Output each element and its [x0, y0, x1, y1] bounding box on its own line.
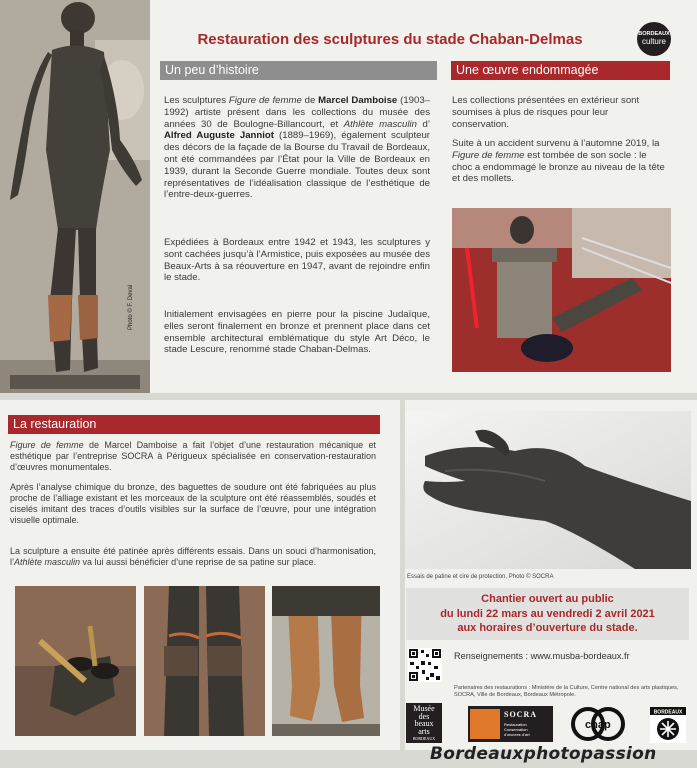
chantier-line-1: Chantier ouvert au public: [481, 593, 614, 605]
page-title: Restauration des sculptures du stade Chaban-Delmas: [197, 31, 583, 48]
restauration-photo-3-image: [272, 586, 380, 736]
chantier-line-3: aux horaires d’ouverture du stade.: [457, 622, 638, 634]
socra-mark: [470, 709, 500, 739]
statue-photo: [0, 0, 150, 393]
musee-logo-line-1: Musée: [413, 704, 435, 713]
chantier-box: [406, 588, 689, 640]
histoire-p1-run: Athlète masculin: [343, 118, 417, 130]
bordeaux-city-logo-text: BORDEAUX: [653, 709, 683, 716]
oeuvre-paragraph-1: Les collections présentées en extérieur sont soumises à plus de risques pour leur conservation.: [452, 95, 640, 130]
renseignements-link[interactable]: Renseignements : www.musba-bordeaux.fr: [454, 651, 630, 661]
logo-line2: culture: [641, 37, 666, 46]
restauration-photo-1-image: [15, 586, 136, 736]
histoire-heading: Un peu d’histoire: [160, 61, 437, 80]
histoire-p1-run: Marcel Damboise: [318, 95, 398, 106]
restauration-photo-1: [15, 586, 136, 736]
bordeaux-culture-logo: [637, 22, 671, 56]
musee-logo-line-2: des: [418, 711, 430, 721]
watermark: Bordeauxphotopassion: [430, 744, 657, 764]
histoire-paragraph-3: Initialement envisagées en pierre pour la piscine Judaïque, elles seront finalement en bronze et prennent place dans cet ensemble architectural emblématique du style Art Déco, le stade Lescure, renommé stade Chaban-Delmas.: [164, 309, 430, 356]
bordeaux-city-logo: [650, 707, 686, 743]
histoire-paragraph-2: Expédiées à Bordeaux entre 1942 et 1943, les sculptures y sont cachées jusqu’à l’Armistice, puis exposées au musée des Beaux-Arts à sa réouverture en 1947, avant de rejoindre enfin le stade.: [164, 237, 430, 284]
hand-caption: Essais de patine et cire de protection, Photo © SOCRA: [407, 574, 554, 580]
restauration-photo-3: [272, 586, 380, 736]
histoire-p1-run: d’: [416, 118, 430, 130]
cnap-logo-text: cnap: [585, 719, 611, 731]
restauration-p1-run: de Marcel Damboise a fait l’objet d’une restauration mécanique et esthétique par l’entreprise SOCRA à Périgueux spécialisée en conservation-restauration d’œuvres monumentales.: [10, 440, 376, 472]
restauration-paragraph-3: [10, 546, 376, 568]
histoire-p1-run: (1903–1992) artiste présent dans les collections du musée des années 30 de Boulogne-Billancourt, et: [164, 95, 431, 130]
restauration-paragraph-2: Après l’analyse chimique du bronze, des baguettes de soudure ont été fabriquées au plus proche de l’alliage existant et les morceaux de la sculpture ont été réassemblés, soudés et ciselés imitant des traces d’outils visibles sur la surface de l’œuvre, pour une intégration visuelle optimale.: [10, 482, 376, 525]
restauration-photo-2: [144, 586, 265, 736]
restauration-heading: La restauration: [8, 415, 380, 434]
cnap-logo-icon: [570, 706, 630, 742]
musee-logo-line-5: BORDEAUX: [412, 736, 436, 741]
restauration-p1-run: Figure de femme: [10, 440, 84, 450]
socra-sub-3: d’œuvres d’art: [504, 732, 530, 737]
statue-figure-image: [0, 0, 150, 393]
socra-name: SOCRA: [504, 710, 538, 719]
partenaires-text: Partenaires des restaurations : Ministère de la Culture, Centre national des arts plastiques, SOCRA, Ville de Bordeaux, Bordeaux Métropole.: [454, 685, 679, 698]
histoire-p1-run: Figure de femme: [228, 95, 302, 106]
oeuvre-p2-run: Suite à un accident survenu à l’automne 2019, la: [452, 138, 660, 149]
socra-logo: [468, 706, 553, 742]
socra-sub-2: Conservation: [504, 727, 528, 732]
oeuvre-heading: Une œuvre endommagée: [451, 61, 670, 80]
restauration-paragraph-1: [10, 440, 376, 473]
musee-logo-line-3: beaux: [414, 719, 434, 728]
restauration-p3-run: va lui aussi bénéficier d’une reprise de sa patine sur place.: [80, 557, 317, 567]
logo-line1: BORDEAUX: [638, 31, 670, 37]
histoire-p1-run: Les sculptures: [164, 95, 229, 106]
hand-patina-image: [405, 411, 691, 569]
restauration-photo-2-image: [144, 586, 265, 736]
damaged-statue-photo: [452, 208, 671, 372]
histoire-p1-run: (1889–1969), également sculpteur des décors de la façade de la Bourse du Travail de Bordeaux, ont été commandées par l’État pour la Ville de Bordeaux en 1939, durant la Seconde Guerre mondiale. Toutes deux sont représentatives de l’idéalisation classique de l’esthétique de l’entre-deux-guerres.: [164, 130, 430, 201]
photo-credit: Photo © F. Deval: [128, 284, 134, 330]
socra-sub-1: Restauration: [504, 722, 527, 727]
chantier-line-2: du lundi 22 mars au vendredi 2 avril 2021: [440, 607, 655, 620]
hand-photo: [405, 411, 691, 569]
oeuvre-p2-run: Figure de femme: [452, 149, 525, 161]
bordeaux-city-logo-icon: [650, 707, 686, 743]
qr-code[interactable]: [408, 648, 442, 682]
histoire-p1-run: de: [301, 95, 319, 106]
oeuvre-paragraph-2: [452, 138, 666, 185]
restauration-p3-run: La sculpture a ensuite été patinée après différents essais. Dans un souci d’harmonisation, l’: [10, 546, 376, 567]
musee-beaux-arts-logo: [406, 703, 442, 743]
damaged-statue-image: [452, 208, 671, 372]
qr-code-icon: [408, 648, 442, 682]
musee-logo-line-4: arts: [418, 726, 430, 736]
restauration-p3-run: Athlète masculin: [14, 557, 81, 567]
histoire-p1-run: Alfred Auguste Janniot: [164, 130, 274, 142]
cnap-logo: [570, 706, 630, 742]
oeuvre-p2-run: est tombée de son socle : le choc a endommagé le bronze au niveau de la tête et des mollets.: [452, 149, 665, 185]
histoire-paragraph-1: [164, 95, 430, 201]
